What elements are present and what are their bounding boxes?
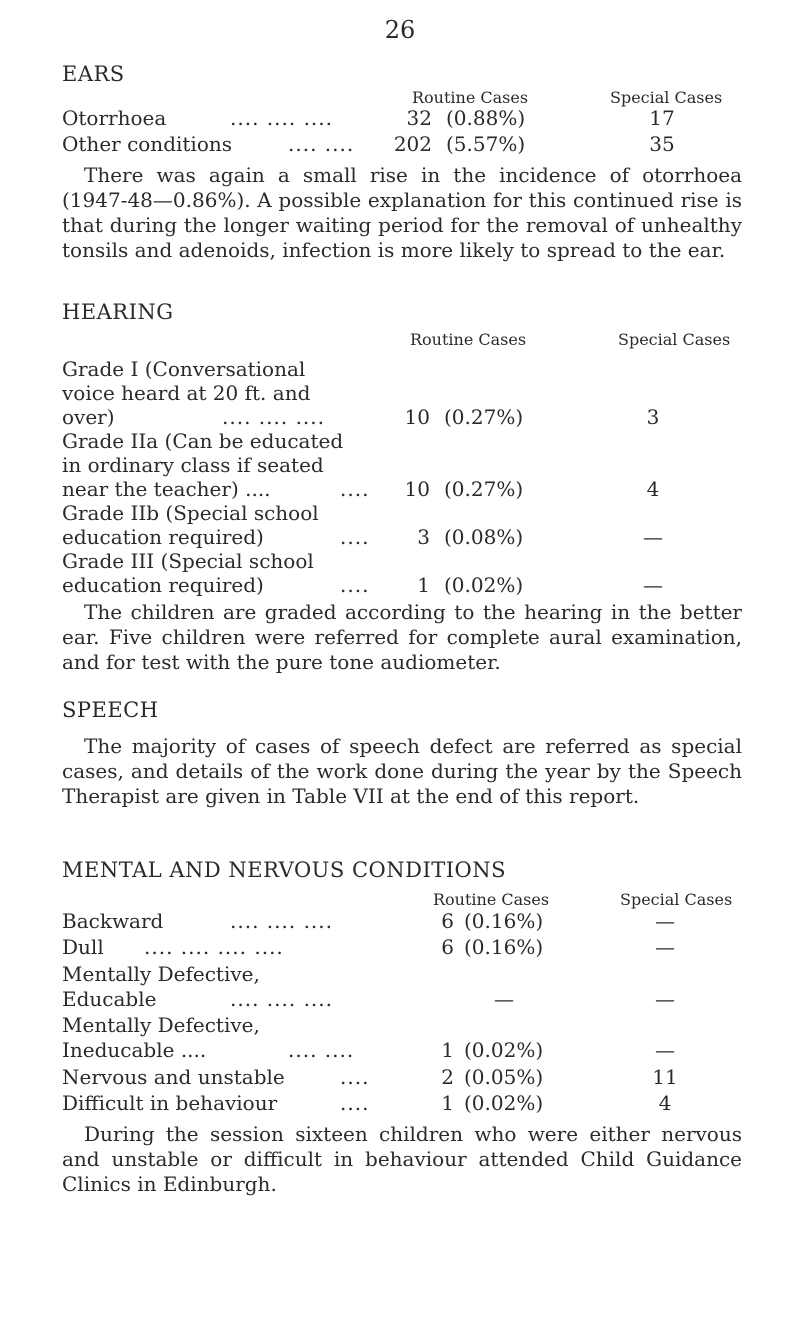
row-label: near the teacher) .... — [62, 477, 271, 501]
row-label: Nervous and unstable — [62, 1065, 285, 1089]
routine-count: 6 — [441, 909, 454, 933]
mental-heading: MENTAL AND NERVOUS CONDITIONS — [62, 858, 507, 882]
row-label: education required) — [62, 573, 264, 597]
routine-count: 2 — [441, 1065, 454, 1089]
routine-percent: (0.16%) — [464, 909, 544, 933]
leader-dots: .... — [340, 477, 370, 501]
routine-percent: (0.05%) — [464, 1065, 544, 1089]
routine-percent: — — [494, 987, 514, 1011]
routine-count: 1 — [441, 1038, 454, 1062]
row-label: education required) — [62, 525, 264, 549]
special-count: — — [655, 987, 675, 1011]
leader-dots: .... — [340, 573, 370, 597]
routine-percent: (0.02%) — [444, 573, 524, 597]
leader-dots: .... .... .... — [222, 405, 326, 429]
row-label: voice heard at 20 ft. and — [62, 381, 311, 405]
ears-col-routine: Routine Cases — [412, 88, 529, 107]
special-count: 35 — [649, 132, 675, 156]
special-count: 4 — [646, 477, 660, 501]
row-label: Dull — [62, 935, 104, 959]
routine-count: 6 — [441, 935, 454, 959]
routine-percent: (5.57%) — [446, 132, 526, 156]
special-count: 4 — [658, 1091, 672, 1115]
hearing-col-special: Special Cases — [618, 330, 731, 349]
row-label: Other conditions — [62, 132, 233, 156]
row-label: Mentally Defective, — [62, 1013, 260, 1037]
mental-paragraph: During the session sixteen children who were either nervous and unstable or difficult in behaviour attended Child Guidance Clinics in Edinburgh. — [62, 1122, 742, 1196]
routine-count: 1 — [417, 573, 430, 597]
special-count: — — [643, 525, 663, 549]
special-count: 17 — [649, 106, 675, 130]
leader-dots: .... .... — [288, 132, 355, 156]
row-label: over) — [62, 405, 115, 429]
mental-col-special: Special Cases — [620, 890, 733, 909]
hearing-col-routine: Routine Cases — [410, 330, 527, 349]
mental-col-routine: Routine Cases — [433, 890, 550, 909]
leader-dots: .... .... .... — [230, 106, 334, 130]
row-label: Grade I (Conversational — [62, 357, 306, 381]
routine-count: 32 — [406, 106, 432, 130]
special-count: — — [643, 573, 663, 597]
page-number: 26 — [384, 16, 416, 44]
special-count: — — [655, 935, 675, 959]
leader-dots: .... .... — [288, 1038, 355, 1062]
routine-percent: (0.16%) — [464, 935, 544, 959]
ears-paragraph: There was again a small rise in the incidence of otorrhoea (1947-48—0.86%). A possible explanation for this continued rise is that during the longer waiting period for the removal of unhealthy tonsils and adenoids, infection is more likely to spread to the ear. — [62, 163, 742, 262]
routine-percent: (0.02%) — [464, 1038, 544, 1062]
row-label: Ineducable .... — [62, 1038, 207, 1062]
leader-dots: .... .... .... — [230, 987, 334, 1011]
routine-count: 10 — [404, 405, 430, 429]
row-label: Otorrhoea — [62, 106, 167, 130]
routine-count: 202 — [393, 132, 432, 156]
ears-heading: EARS — [62, 62, 125, 86]
row-label: Grade IIa (Can be educated — [62, 429, 344, 453]
row-label: Mentally Defective, — [62, 962, 260, 986]
routine-percent: (0.88%) — [446, 106, 526, 130]
routine-count: 1 — [441, 1091, 454, 1115]
ears-col-special: Special Cases — [610, 88, 723, 107]
speech-heading: SPEECH — [62, 698, 159, 722]
routine-percent: (0.27%) — [444, 477, 524, 501]
leader-dots: .... — [340, 1091, 370, 1115]
speech-paragraph: The majority of cases of speech defect are referred as special cases, and details of the work done during the year by the Speech Therapist are given in Table VII at the end of this report. — [62, 734, 742, 808]
routine-count: 10 — [404, 477, 430, 501]
routine-percent: (0.02%) — [464, 1091, 544, 1115]
routine-count: 3 — [417, 525, 430, 549]
leader-dots: .... .... .... — [230, 909, 334, 933]
special-count: 3 — [646, 405, 660, 429]
leader-dots: .... .... .... .... — [144, 935, 284, 959]
row-label: Difficult in behaviour — [62, 1091, 278, 1115]
hearing-paragraph: The children are graded according to the hearing in the better ear. Five children were referred for complete aural examination, and for test with the pure tone audiometer. — [62, 600, 742, 674]
special-count: 11 — [652, 1065, 678, 1089]
special-count: — — [655, 1038, 675, 1062]
row-label: Grade IIb (Special school — [62, 501, 319, 525]
row-label: in ordinary class if seated — [62, 453, 324, 477]
routine-percent: (0.27%) — [444, 405, 524, 429]
special-count: — — [655, 909, 675, 933]
hearing-heading: HEARING — [62, 300, 174, 324]
row-label: Grade III (Special school — [62, 549, 314, 573]
leader-dots: .... — [340, 525, 370, 549]
leader-dots: .... — [340, 1065, 370, 1089]
row-label: Backward — [62, 909, 164, 933]
row-label: Educable — [62, 987, 157, 1011]
routine-percent: (0.08%) — [444, 525, 524, 549]
